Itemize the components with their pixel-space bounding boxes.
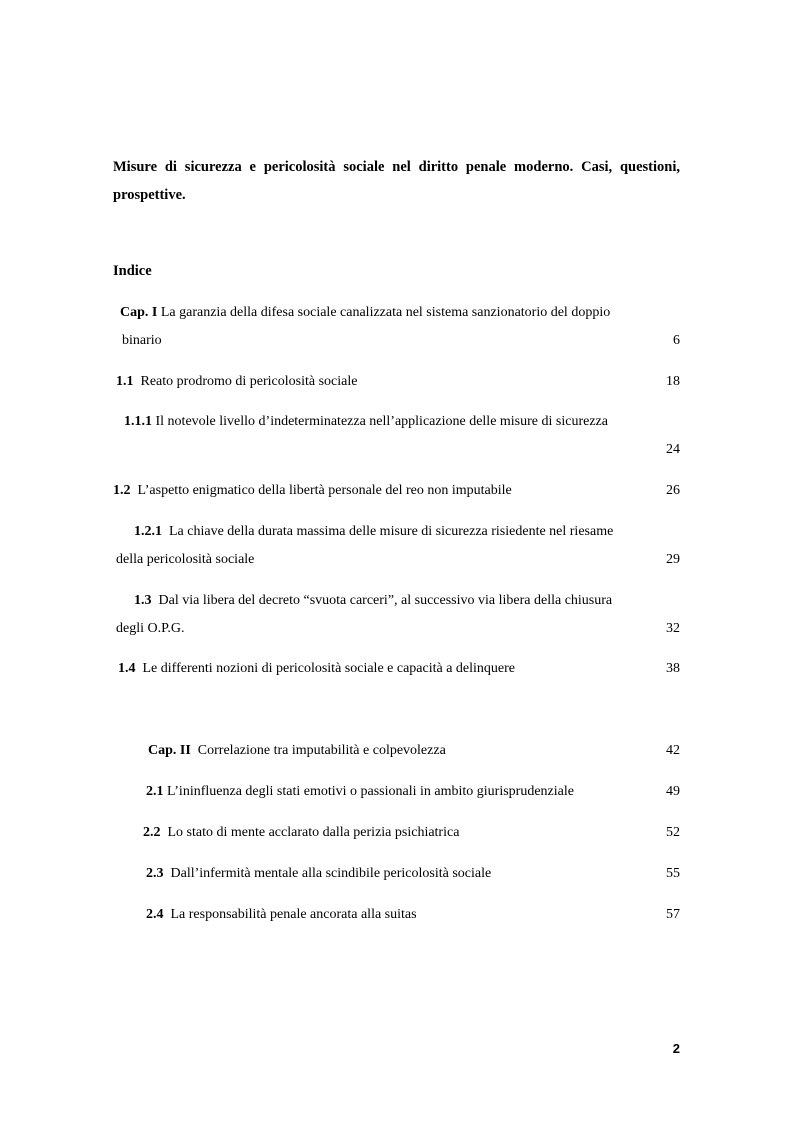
toc-entry-line (146, 907, 417, 924)
toc-entry-number: 1.1.1 (124, 414, 152, 429)
toc-entry-title-continued: della pericolosità sociale (116, 552, 255, 567)
toc-entry-title: Dall’infermità mentale alla scindibile pericolosità sociale (170, 866, 492, 881)
toc-entry-line (113, 483, 512, 500)
toc-entry-title: Correlazione tra imputabilità e colpevolezza (197, 743, 446, 758)
toc-entry-title: Dal via libera del decreto “svuota carceri”, al successivo via libera della chiusura (158, 593, 613, 608)
toc-entry-number: 2.4 (146, 907, 164, 922)
toc-entry-number: 1.2 (113, 483, 131, 498)
toc-entry-page: 29 (666, 552, 680, 567)
index-heading: Indice (113, 263, 152, 279)
toc-entry-line (148, 743, 446, 760)
toc-entry-title: L’ininfluenza degli stati emotivi o passionali in ambito giurisprudenziale (167, 784, 574, 799)
toc-entry-page: 24 (666, 442, 680, 457)
toc-entry-page: 32 (666, 621, 680, 636)
toc-entry-line (146, 866, 491, 883)
toc-entry-number: Cap. I (120, 305, 158, 320)
toc-entry-page: 42 (666, 743, 680, 758)
toc-entry-line (116, 374, 357, 391)
page-number: 2 (672, 1041, 680, 1056)
toc-entry-number: 1.1 (116, 374, 134, 389)
toc-entry-number: 1.3 (134, 593, 152, 608)
toc-entry-line (120, 305, 610, 322)
toc-entry-title: La chiave della durata massima delle misure di sicurezza risiedente nel riesame (169, 524, 614, 539)
toc-entry-line (124, 414, 608, 431)
toc-entry-page: 55 (666, 866, 680, 881)
toc-entry-page: 52 (666, 825, 680, 840)
toc-entry-line (134, 593, 612, 610)
toc-entry-title: Lo stato di mente acclarato dalla perizia psichiatrica (167, 825, 460, 840)
toc-entry-line (146, 784, 574, 801)
toc-entry-line (143, 825, 459, 842)
toc-entry-line (118, 661, 515, 678)
toc-entry-line (134, 524, 613, 541)
toc-entry-title: La responsabilità penale ancorata alla suitas (170, 907, 417, 922)
toc-entry-title: Reato prodromo di pericolosità sociale (140, 374, 358, 389)
toc-entry-title: L’aspetto enigmatico della libertà personale del reo non imputabile (137, 483, 512, 498)
toc-entry-number: Cap. II (148, 743, 191, 758)
toc-entry-page: 6 (673, 333, 680, 348)
toc-entry-page: 57 (666, 907, 680, 922)
toc-entry-title-continued: binario (122, 333, 162, 348)
toc-entry-title: Il notevole livello d’indeterminatezza nell’applicazione delle misure di sicurezza (155, 414, 608, 429)
toc-entry-page: 49 (666, 784, 680, 799)
document-title: Misure di sicurezza e pericolosità sociale nel diritto penale moderno. Casi, questioni, prospettive. (113, 159, 680, 203)
toc-entry-page: 38 (666, 661, 680, 676)
toc-entry-title-continued: degli O.P.G. (116, 621, 185, 636)
toc-entry-number: 1.2.1 (134, 524, 162, 539)
toc-entry-title: La garanzia della difesa sociale canalizzata nel sistema sanzionatorio del doppio (160, 305, 611, 320)
toc-entry-number: 2.1 (146, 784, 164, 799)
toc-entry-page: 26 (666, 483, 680, 498)
toc-entry-title: Le differenti nozioni di pericolosità sociale e capacità a delinquere (142, 661, 516, 676)
toc-entry-number: 2.3 (146, 866, 164, 881)
toc-entry-page: 18 (666, 374, 680, 389)
toc-entry-number: 2.2 (143, 825, 161, 840)
toc-entry-number: 1.4 (118, 661, 136, 676)
